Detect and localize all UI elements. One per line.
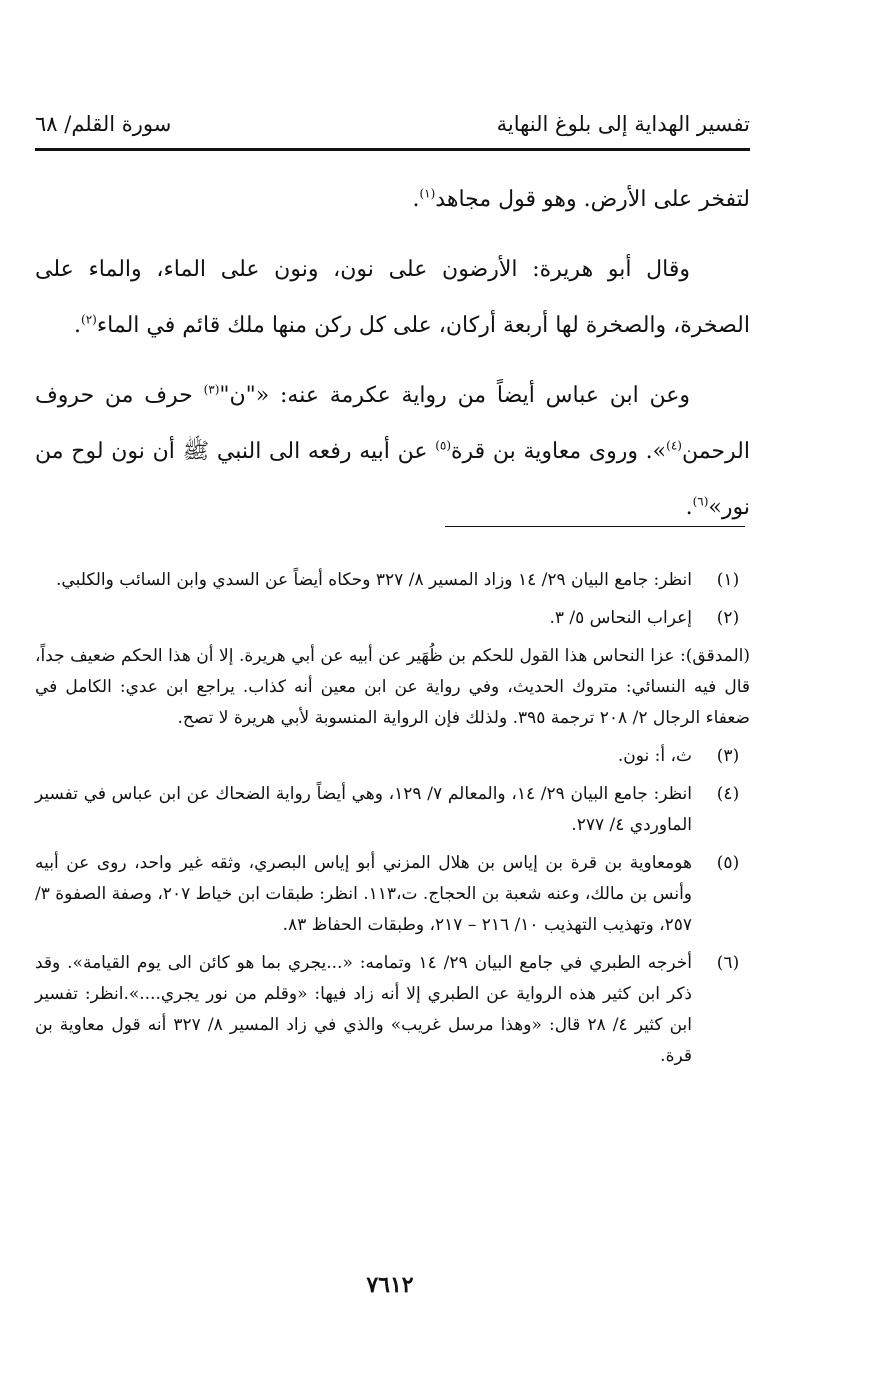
surah-page-label: سورة القلم/ ٦٨ [35,112,172,136]
paragraph-1: لتفخر على الأرض. وهو قول مجاهد$^{(١)}$. [412,186,750,212]
footnote-ref-4: (٤) [666,438,682,453]
footnote-text: انظر: جامع البيان ٢٩/ ١٤ وزاد المسير ٨/ ٣٢٧ وحكاه أيضاً عن السدي وابن السائب والكلبي. [56,570,692,590]
footnote-ref-3: (٣) [203,382,220,397]
footnote-text: هومعاوية بن قرة بن إياس بن هلال المزني أبو إياس البصري، وثقه غير واحد، روى عن أبيه وأنس بن مالك، وعنه شعبة بن الحجاج. ت،١١٣. انظر: طبقات ابن خياط ٢٠٧، وصفة الصفوة ٣/ ٢٥٧، وتهذيب التهذيب ١٠/ ٢١٦ – ٢١٧، وطبقات الحفاظ ٨٣. [35,853,692,935]
paragraph-3: وعن ابن عباس أيضاً من رواية عكرمة عنه: «"ن"$^{(٣)}$ حرف من حروف الرحمن$^{(٤)}$». وروى معاوية بن قرة$^{(٥)}$ عن أبيه رفعه الى النبي ﷺ أن نون لوح من نور»$^{(٦)}$. [35,382,750,520]
footnote-number: (٢) [716,608,740,628]
footnotes [35,565,750,1079]
footnote-text: انظر: جامع البيان ٢٩/ ١٤، والمعالم ٧/ ١٢٩، وهي أيضاً رواية الضحاك عن ابن عباس في تفسير الماوردي ٤/ ٢٧٧. [35,784,692,835]
footnote-number: (٥) [716,853,740,873]
footnote-number: (٣) [716,746,740,766]
footnote [35,741,750,772]
footnote [35,779,750,841]
running-header [35,108,750,151]
footnote-text: ث، أ: نون. [617,746,692,766]
footnote-editor-comment [35,641,750,734]
footnote-text: إعراب النحاس ٥/ ٣. [549,608,692,628]
footnote [35,565,750,596]
main-text [35,172,750,550]
footnote-number: (١) [716,570,740,590]
page-number: ٧٦١٢ [366,1272,414,1298]
footnote [35,948,750,1072]
footnote-number: (٦) [716,953,740,973]
footnote-number: (٤) [716,784,740,804]
footnote-text: (المدقق): عزا النحاس هذا القول للحكم بن ظُهَير عن أبيه عن أبي هريرة. إلا أن هذا الحكم ضعيف جداً، قال فيه النسائي: متروك الحديث، وفي رواية عن ابن معين أنه كذاب. يراجع ابن عدي: الكامل في ضعفاء الرجال ٢/ ٢٠٨ ترجمة ٣٩٥. ولذلك فإن الرواية المنسوبة لأبي هريرة لا تصح. [35,646,750,728]
footnote-ref-6: (٦) [692,494,709,509]
footnote-text: أخرجه الطبري في جامع البيان ٢٩/ ١٤ وتمامه: «...يجري بما هو كائن الى يوم القيامة». وقد ذكر ابن كثير هذه الرواية عن الطبري إلا أنه زاد فيها: «وقلم من نور يجري....».انظر: تفسير ابن كثير ٤/ ٢٨ قال: «وهذا مرسل غريب» والذي في زاد المسير ٨/ ٣٢٧ أنه قول معاوية بن قرة. [35,953,692,1066]
book-title: تفسير الهداية إلى بلوغ النهاية [496,112,750,136]
footnote-ref-1: (١) [419,186,436,201]
footnote-ref-5: (٥) [435,438,452,453]
paragraph-2: وقال أبو هريرة: الأرضون على نون، ونون على الماء، والماء على الصخرة، والصخرة لها أربعة أركان، على كل ركن منها ملك قائم في الماء$^{(٢)}$. [35,257,750,338]
footnote [35,848,750,941]
footnote [35,603,750,634]
footnote-separator [445,526,745,527]
footnote-ref-2: (٢) [81,312,97,327]
